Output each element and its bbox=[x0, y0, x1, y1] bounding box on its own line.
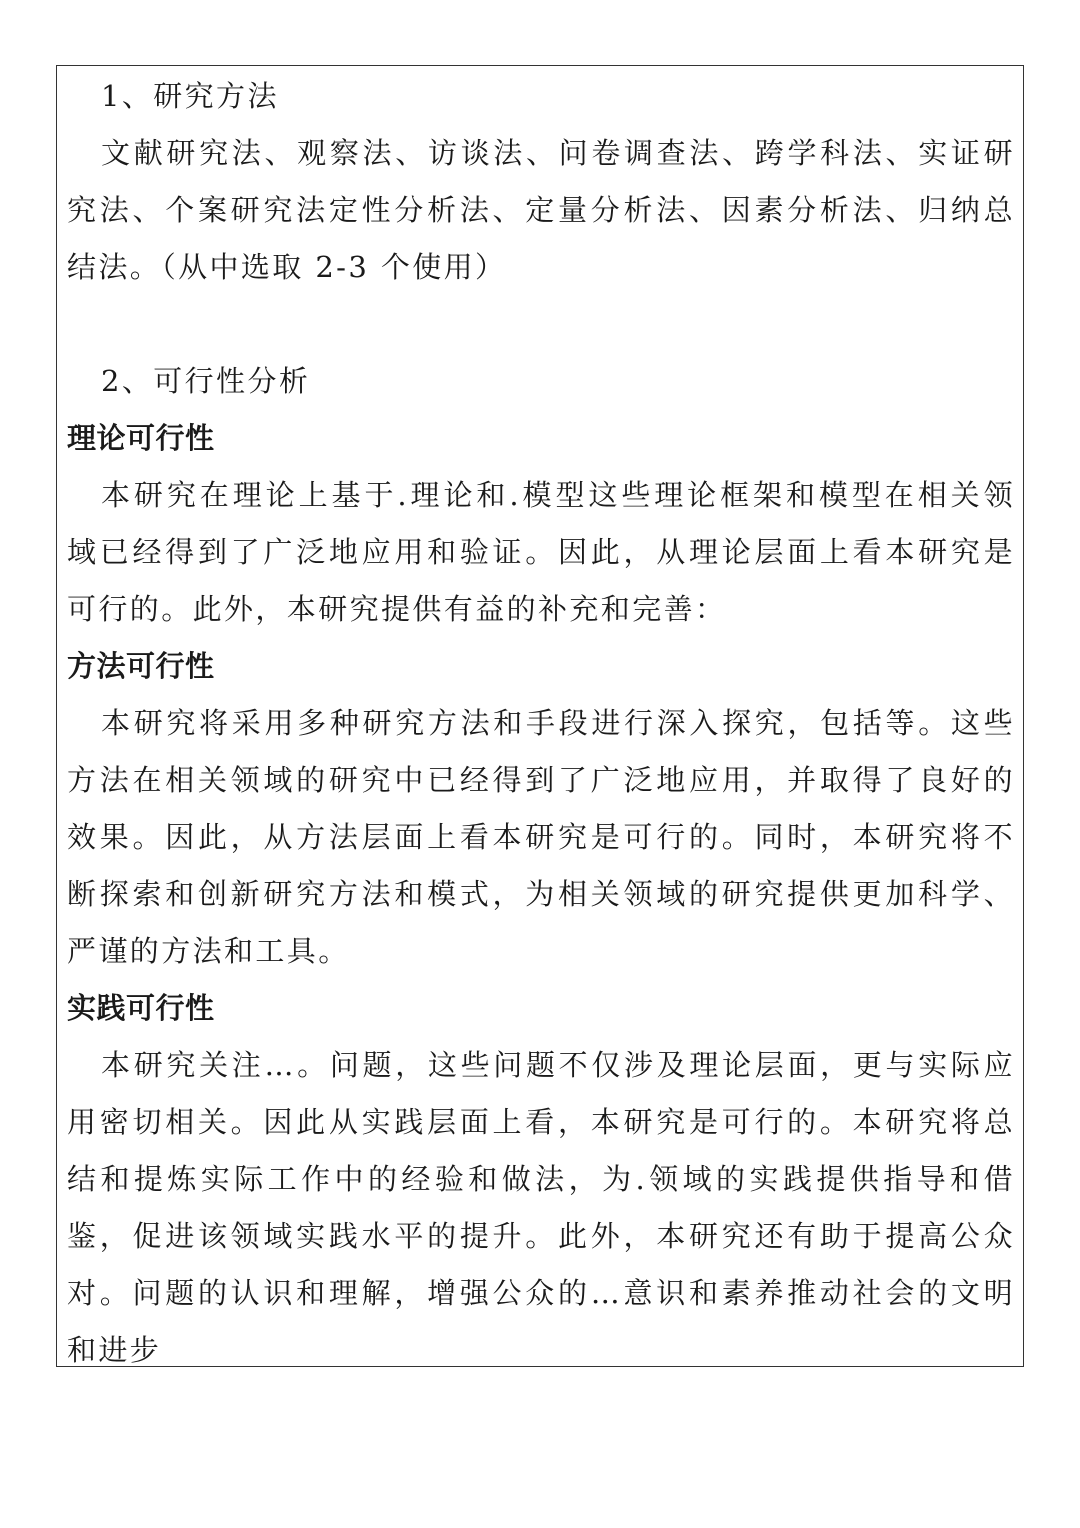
section-heading-methods: 1、研究方法 bbox=[101, 79, 279, 113]
paragraph-line: 结和提炼实际工作中的经验和做法，为.领域的实践提供指导和借 bbox=[67, 1162, 1015, 1196]
paragraph-line: 用密切相关。因此从实践层面上看，本研究是可行的。本研究将总 bbox=[67, 1105, 1015, 1139]
paragraph-line: 域已经得到了广泛地应用和验证。因此，从理论层面上看本研究是 bbox=[67, 535, 1015, 569]
paragraph-line: 鉴，促进该领域实践水平的提升。此外，本研究还有助于提高公众 bbox=[67, 1219, 1015, 1253]
blank-line bbox=[67, 296, 1015, 353]
paragraph-line: 对。问题的认识和理解，增强公众的…意识和素养推动社会的文明 bbox=[67, 1276, 1015, 1310]
paragraph-line: 效果。因此，从方法层面上看本研究是可行的。同时，本研究将不 bbox=[67, 820, 1015, 854]
paragraph-line: 可行的。此外，本研究提供有益的补充和完善： bbox=[67, 592, 727, 626]
paragraph-line: 文献研究法、观察法、访谈法、问卷调查法、跨学科法、实证研 bbox=[101, 136, 1015, 170]
subheading-method: 方法可行性 bbox=[67, 649, 215, 683]
paragraph-line: 本研究在理论上基于.理论和.模型这些理论框架和模型在相关领 bbox=[101, 478, 1015, 512]
paragraph-line: 本研究将采用多种研究方法和手段进行深入探究，包括等。这些 bbox=[101, 706, 1015, 740]
paragraph-line: 断探索和创新研究方法和模式，为相关领域的研究提供更加科学、 bbox=[67, 877, 1015, 911]
paragraph-line: 结法。（从中选取 2-3 个使用） bbox=[67, 250, 507, 284]
subheading-practice: 实践可行性 bbox=[67, 991, 215, 1025]
paragraph-line: 严谨的方法和工具。 bbox=[67, 934, 350, 968]
paragraph-line: 本研究关注…。问题，这些问题不仅涉及理论层面，更与实际应 bbox=[101, 1048, 1015, 1082]
paragraph-line: 方法在相关领域的研究中已经得到了广泛地应用，并取得了良好的 bbox=[67, 763, 1015, 797]
subheading-theory: 理论可行性 bbox=[67, 421, 215, 455]
section-heading-feasibility: 2、可行性分析 bbox=[101, 364, 311, 398]
paragraph-line: 究法、个案研究法定性分析法、定量分析法、因素分析法、归纳总 bbox=[67, 193, 1015, 227]
cell-content bbox=[67, 68, 1015, 1379]
paragraph-line: 和进步 bbox=[67, 1333, 162, 1367]
